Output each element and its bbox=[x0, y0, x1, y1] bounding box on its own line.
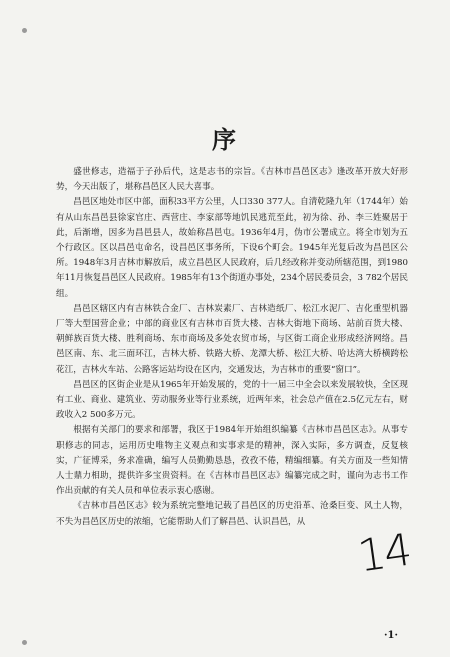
handwritten-page-note: 14 bbox=[354, 524, 414, 583]
paragraph: 昌邑区辖区内有吉林铁合金厂、吉林炭素厂、吉林造纸厂、松江水泥厂、吉化重型机器厂等大型国营企业；中部的商业区有吉林市百货大楼、吉林大街地下商场、站前百货大楼、朝鲜族百货大楼、胜利商场、东市商场及多处农贸市场，与区街工商企业形成经济网络。昌邑区南、东、北三面环江，吉林大桥、铁路大桥、龙潭大桥、松江大桥、哈达湾大桥横跨松花江，吉林火车站、公路客运站均设在区内，交通发达，为吉林市的重要“窗口”。 bbox=[56, 303, 408, 375]
preface-title: 序 bbox=[212, 125, 238, 154]
paragraph: 根据有关部门的要求和部署，我区于1984年开始组织编纂《吉林市昌邑区志》。从事专职修志的同志，运用历史唯物主义观点和实事求是的精神，深入实际，多方调查，反复核实，广征博采，务求准确，编写人员勤勤恳恳，孜孜不倦，精编细纂。有关方面及一些知情人士鼎力相助，提供许多宝贵资料。在《吉林市昌邑区志》编纂完成之时，谨向为志书工作作出贡献的有关人员和单位表示衷心感谢。 bbox=[56, 425, 408, 497]
paragraph: 《吉林市昌邑区志》较为系统完整地记载了昌邑区的历史沿革、沧桑巨变、风土人物，不失为昌邑区历史的浓缩，它能帮助人们了解昌邑、认识昌邑，从 bbox=[56, 501, 408, 527]
binding-hole-mark bbox=[22, 28, 27, 33]
preface-body bbox=[56, 165, 408, 530]
paragraph: 昌邑区的区街企业是从1965年开始发展的，党的十一届三中全会以来发展较快，全区现有工业、商业、建筑业、劳动服务业等行业系统，近两年来，社会总产值在2.5亿元左右，财政收入2 500多万元。 bbox=[56, 379, 408, 421]
paragraph: 昌邑区地处市区中部，面积33平方公里，人口330 377人。自清乾隆九年（1744年）始有从山东昌邑县徐家官庄、西营庄、李家部等地饥民逃荒至此，初为徐、孙、李三姓聚居于此，后渐增，因多为昌邑县人，故始称昌邑屯。1936年4月，伪市公署成立。将全市划为五个行政区。区以昌邑屯命名，设昌邑区事务所，下设6个町会。1945年光复后改为昌邑区公所。1948年3月吉林市解放后，成立昌邑区人民政府，后几经改称并变动所辖范围，到1980年11月恢复昌邑区人民政府。1985年有13个街道办事处，234个居民委员会，3 782个居民组。 bbox=[56, 197, 408, 299]
paragraph: 盛世修志，造福于子孙后代，这是志书的宗旨。《吉林市昌邑区志》逢改革开放大好形势，今天出版了，堪称昌邑区人民大喜事。 bbox=[56, 167, 408, 193]
page-number: ·1· bbox=[384, 630, 398, 641]
binding-hole-mark bbox=[22, 640, 27, 645]
